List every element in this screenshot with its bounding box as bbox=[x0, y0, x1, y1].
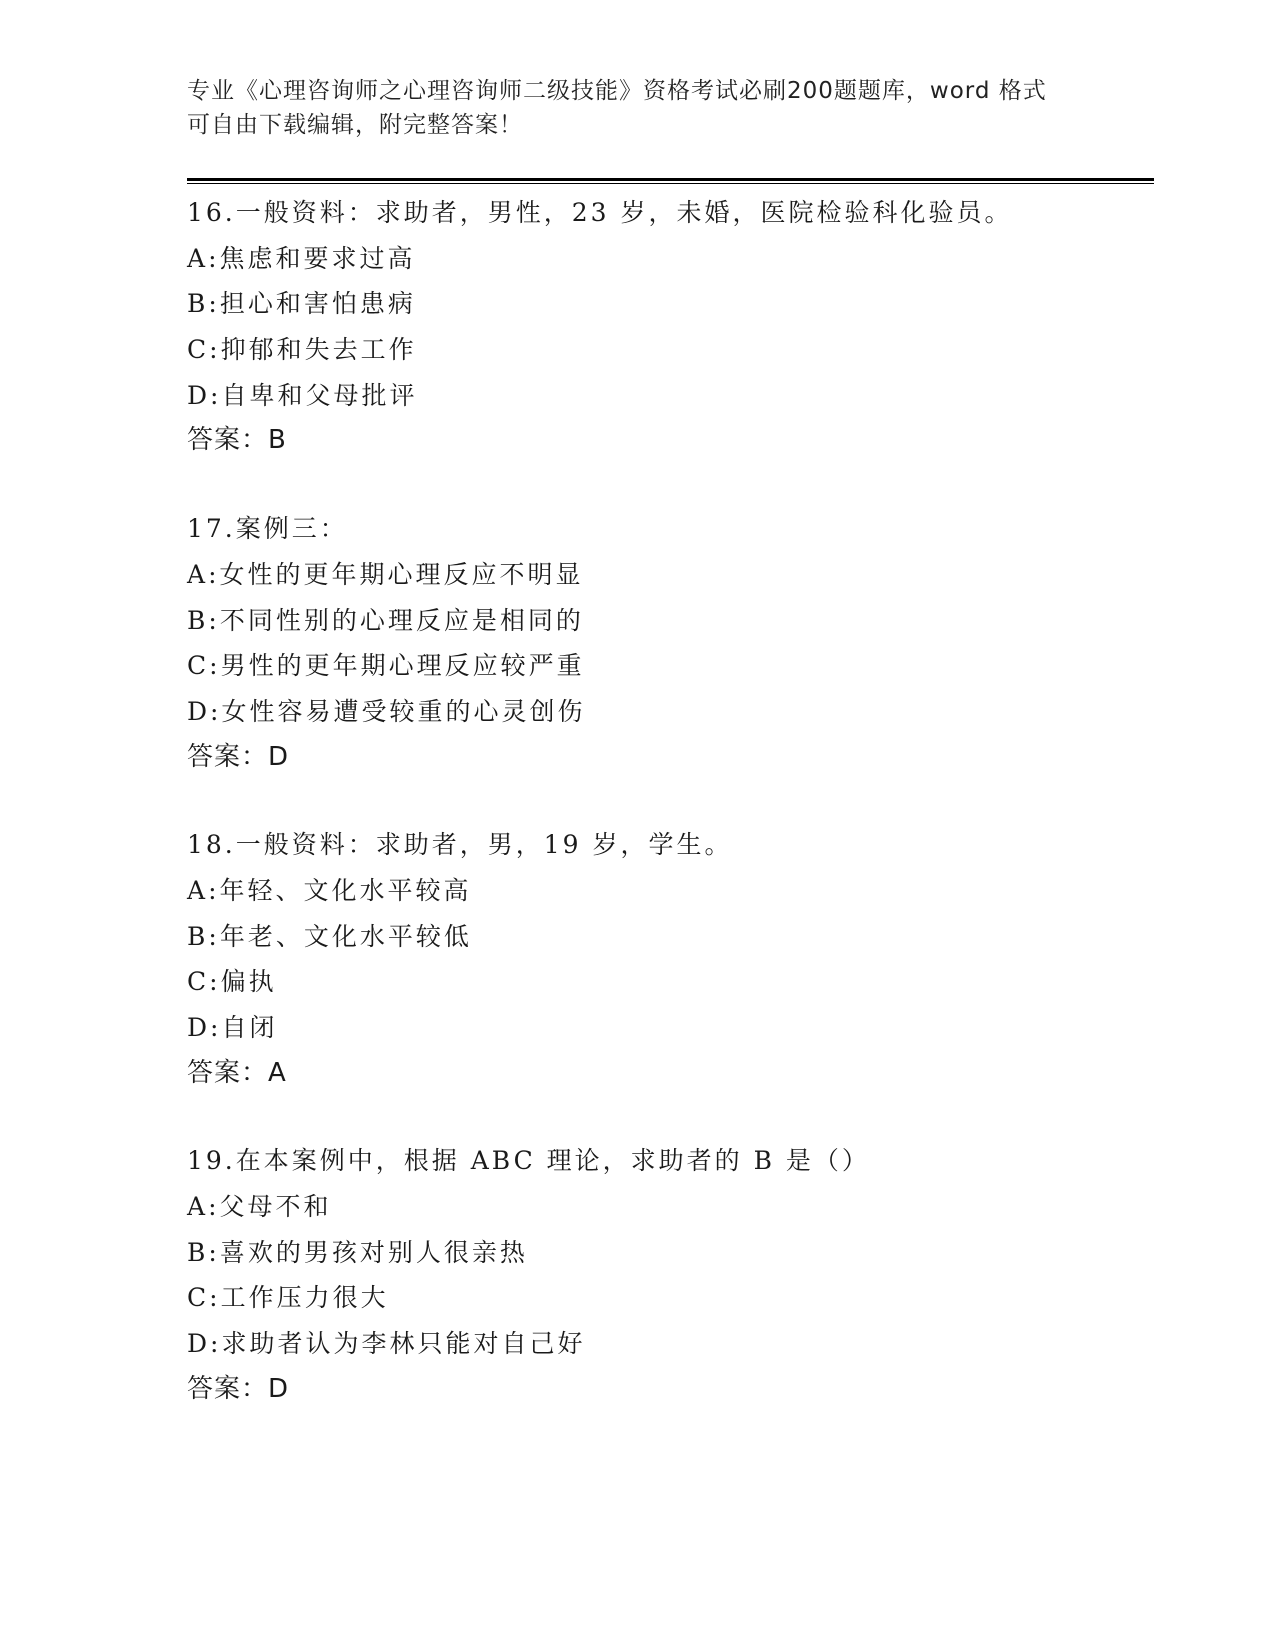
option-text: 工作压力很大 bbox=[220, 1283, 389, 1313]
option-a: A:父母不和 bbox=[187, 1184, 1147, 1230]
header-divider-thin bbox=[187, 183, 1154, 184]
option-a: A:焦虑和要求过高 bbox=[187, 236, 1147, 282]
option-text: 担心和害怕患病 bbox=[219, 289, 416, 319]
answer-line: 答案：D bbox=[187, 741, 290, 772]
answer-line: 答案：D bbox=[187, 1373, 290, 1404]
option-letter: C bbox=[187, 967, 210, 997]
question-18 bbox=[187, 822, 1147, 1096]
option-b: B:喜欢的男孩对别人很亲热 bbox=[187, 1230, 1147, 1276]
option-d: D:女性容易遭受较重的心灵创伤 bbox=[187, 689, 1147, 735]
question-list bbox=[187, 190, 1147, 1455]
option-text: 求助者认为李林只能对自己好 bbox=[221, 1329, 586, 1359]
document-header bbox=[187, 74, 1087, 142]
question-stem: 19.在本案例中，根据 ABC 理论，求助者的 B 是（） bbox=[187, 1146, 870, 1176]
question-stem: 16.一般资料：求助者，男性，23 岁，未婚，医院检验科化验员。 bbox=[187, 198, 1013, 227]
question-stem: 17.案例三： bbox=[187, 514, 348, 544]
option-letter: A bbox=[187, 559, 209, 589]
answer-line: 答案：B bbox=[187, 425, 287, 456]
option-letter: A bbox=[187, 875, 209, 905]
option-text: 焦虑和要求过高 bbox=[219, 243, 416, 273]
option-letter: B bbox=[187, 1237, 209, 1267]
option-letter: B bbox=[187, 921, 209, 951]
option-letter: C bbox=[187, 1283, 210, 1313]
question-17 bbox=[187, 506, 1147, 780]
answer-line: 答案：A bbox=[187, 1057, 287, 1088]
option-text: 年老、文化水平较低 bbox=[219, 921, 472, 951]
option-a: A:女性的更年期心理反应不明显 bbox=[187, 552, 1147, 598]
option-letter: B bbox=[187, 605, 209, 635]
option-text: 抑郁和失去工作 bbox=[220, 335, 417, 365]
option-d: D:自卑和父母批评 bbox=[187, 373, 1147, 419]
option-letter: A bbox=[187, 243, 209, 273]
option-a: A:年轻、文化水平较高 bbox=[187, 868, 1147, 914]
option-c: C:工作压力很大 bbox=[187, 1275, 1147, 1321]
option-letter: B bbox=[187, 289, 209, 319]
option-letter: D bbox=[187, 1013, 211, 1042]
header-line-2: 可自由下载编辑，附完整答案！ bbox=[187, 112, 523, 138]
option-b: B:年老、文化水平较低 bbox=[187, 914, 1147, 960]
option-text: 喜欢的男孩对别人很亲热 bbox=[219, 1237, 528, 1267]
option-text: 偏执 bbox=[220, 967, 277, 997]
option-letter: C bbox=[187, 335, 210, 365]
option-c: C:男性的更年期心理反应较严重 bbox=[187, 643, 1147, 689]
option-letter: D bbox=[187, 1329, 211, 1359]
option-c: C:偏执 bbox=[187, 959, 1147, 1005]
question-stem: 18.一般资料：求助者，男，19 岁，学生。 bbox=[187, 830, 733, 860]
option-text: 父母不和 bbox=[219, 1192, 332, 1222]
option-text: 自闭 bbox=[221, 1013, 278, 1042]
header-divider-thick bbox=[187, 178, 1154, 181]
option-b: B:担心和害怕患病 bbox=[187, 281, 1147, 327]
question-19 bbox=[187, 1138, 1147, 1412]
option-letter: A bbox=[187, 1192, 209, 1222]
option-d: D:自闭 bbox=[187, 1005, 1147, 1051]
option-text: 年轻、文化水平较高 bbox=[219, 875, 472, 905]
option-b: B:不同性别的心理反应是相同的 bbox=[187, 598, 1147, 644]
option-letter: D bbox=[187, 380, 211, 410]
option-d: D:求助者认为李林只能对自己好 bbox=[187, 1321, 1147, 1367]
option-letter: C bbox=[187, 651, 210, 681]
option-text: 女性容易遭受较重的心灵创伤 bbox=[221, 696, 586, 726]
question-16 bbox=[187, 190, 1147, 464]
option-text: 女性的更年期心理反应不明显 bbox=[219, 559, 584, 589]
header-line-1: 专业《心理咨询师之心理咨询师二级技能》资格考试必刷200题题库，word 格式 bbox=[187, 78, 1047, 104]
option-text: 自卑和父母批评 bbox=[221, 380, 418, 410]
option-c: C:抑郁和失去工作 bbox=[187, 327, 1147, 373]
option-text: 男性的更年期心理反应较严重 bbox=[220, 651, 585, 681]
option-text: 不同性别的心理反应是相同的 bbox=[219, 605, 584, 635]
option-letter: D bbox=[187, 696, 211, 726]
